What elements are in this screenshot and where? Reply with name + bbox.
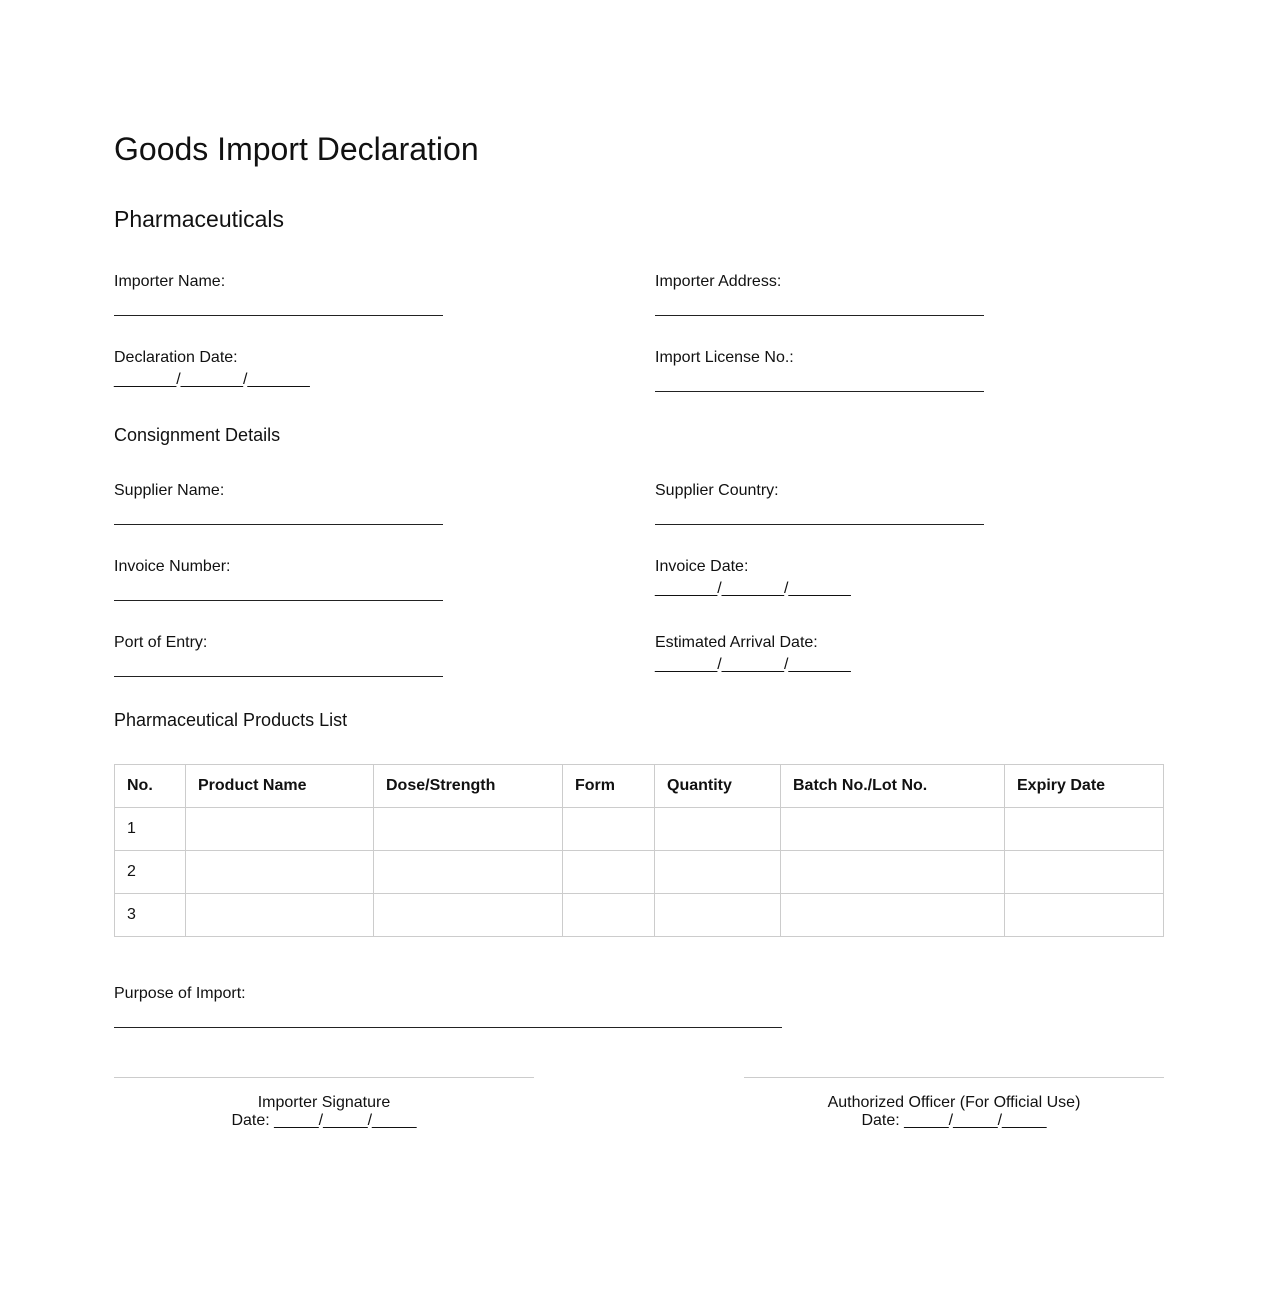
cell[interactable] xyxy=(186,894,374,937)
col-product-name: Product Name xyxy=(186,765,374,808)
purpose-label: Purpose of Import: xyxy=(114,985,246,1002)
cell[interactable] xyxy=(655,851,781,894)
cell[interactable] xyxy=(1005,808,1164,851)
invoice-date-blank[interactable]: _______/_______/_______ xyxy=(655,580,851,597)
table-row xyxy=(115,894,1164,937)
cell[interactable] xyxy=(186,851,374,894)
col-batch: Batch No./Lot No. xyxy=(781,765,1005,808)
port-line[interactable] xyxy=(114,676,443,677)
products-table xyxy=(114,764,1164,937)
importer-name-field[interactable] xyxy=(114,273,454,316)
arrival-date-label: Estimated Arrival Date: xyxy=(655,634,818,651)
invoice-date-field[interactable] xyxy=(655,558,995,598)
officer-signature-block[interactable] xyxy=(744,1077,1164,1130)
cell[interactable] xyxy=(563,808,655,851)
importer-name-line[interactable] xyxy=(114,315,443,316)
declaration-date-blank[interactable]: _______/_______/_______ xyxy=(114,371,310,388)
cell[interactable] xyxy=(781,808,1005,851)
officer-signature-date[interactable]: Date: _____/_____/_____ xyxy=(861,1112,1047,1129)
officer-signature-line[interactable] xyxy=(744,1077,1164,1078)
col-no: No. xyxy=(115,765,186,808)
importer-name-label: Importer Name: xyxy=(114,273,226,290)
invoice-number-line[interactable] xyxy=(114,600,443,601)
license-field[interactable] xyxy=(655,349,995,392)
row-number: 2 xyxy=(115,851,186,894)
supplier-name-label: Supplier Name: xyxy=(114,482,225,499)
invoice-number-label: Invoice Number: xyxy=(114,558,231,575)
table-header-row xyxy=(115,765,1164,808)
importer-signature-line[interactable] xyxy=(114,1077,534,1078)
importer-address-field[interactable] xyxy=(655,273,995,316)
page-subtitle: Pharmaceuticals xyxy=(114,206,285,232)
col-quantity: Quantity xyxy=(655,765,781,808)
declaration-date-field[interactable] xyxy=(114,349,454,389)
license-label: Import License No.: xyxy=(655,349,794,366)
cell[interactable] xyxy=(563,851,655,894)
importer-signature-date[interactable]: Date: _____/_____/_____ xyxy=(231,1112,417,1129)
port-label: Port of Entry: xyxy=(114,634,208,651)
supplier-name-line[interactable] xyxy=(114,524,443,525)
importer-address-line[interactable] xyxy=(655,315,984,316)
invoice-number-field[interactable] xyxy=(114,558,454,601)
consignment-heading: Consignment Details xyxy=(114,425,281,445)
cell[interactable] xyxy=(1005,894,1164,937)
cell[interactable] xyxy=(563,894,655,937)
officer-signature-label: Authorized Officer (For Official Use) xyxy=(827,1094,1081,1111)
cell[interactable] xyxy=(655,894,781,937)
arrival-date-field[interactable] xyxy=(655,634,995,674)
cell[interactable] xyxy=(655,808,781,851)
cell[interactable] xyxy=(186,808,374,851)
row-number: 1 xyxy=(115,808,186,851)
cell[interactable] xyxy=(374,808,563,851)
importer-signature-block[interactable] xyxy=(114,1077,534,1130)
col-form: Form xyxy=(563,765,655,808)
declaration-date-label: Declaration Date: xyxy=(114,349,238,366)
supplier-country-label: Supplier Country: xyxy=(655,482,779,499)
products-heading: Pharmaceutical Products List xyxy=(114,710,348,730)
importer-signature-label: Importer Signature xyxy=(257,1094,391,1111)
purpose-field[interactable] xyxy=(114,985,794,1028)
col-dose: Dose/Strength xyxy=(374,765,563,808)
supplier-country-field[interactable] xyxy=(655,482,995,525)
cell[interactable] xyxy=(374,851,563,894)
importer-address-label: Importer Address: xyxy=(655,273,782,290)
purpose-line[interactable] xyxy=(114,1027,782,1028)
cell[interactable] xyxy=(374,894,563,937)
col-expiry: Expiry Date xyxy=(1005,765,1164,808)
cell[interactable] xyxy=(781,851,1005,894)
supplier-country-line[interactable] xyxy=(655,524,984,525)
port-field[interactable] xyxy=(114,634,454,677)
invoice-date-label: Invoice Date: xyxy=(655,558,749,575)
table-row xyxy=(115,808,1164,851)
supplier-name-field[interactable] xyxy=(114,482,454,525)
arrival-date-blank[interactable]: _______/_______/_______ xyxy=(655,656,851,673)
table-row xyxy=(115,851,1164,894)
page-title: Goods Import Declaration xyxy=(114,131,479,167)
row-number: 3 xyxy=(115,894,186,937)
license-line[interactable] xyxy=(655,391,984,392)
cell[interactable] xyxy=(1005,851,1164,894)
cell[interactable] xyxy=(781,894,1005,937)
